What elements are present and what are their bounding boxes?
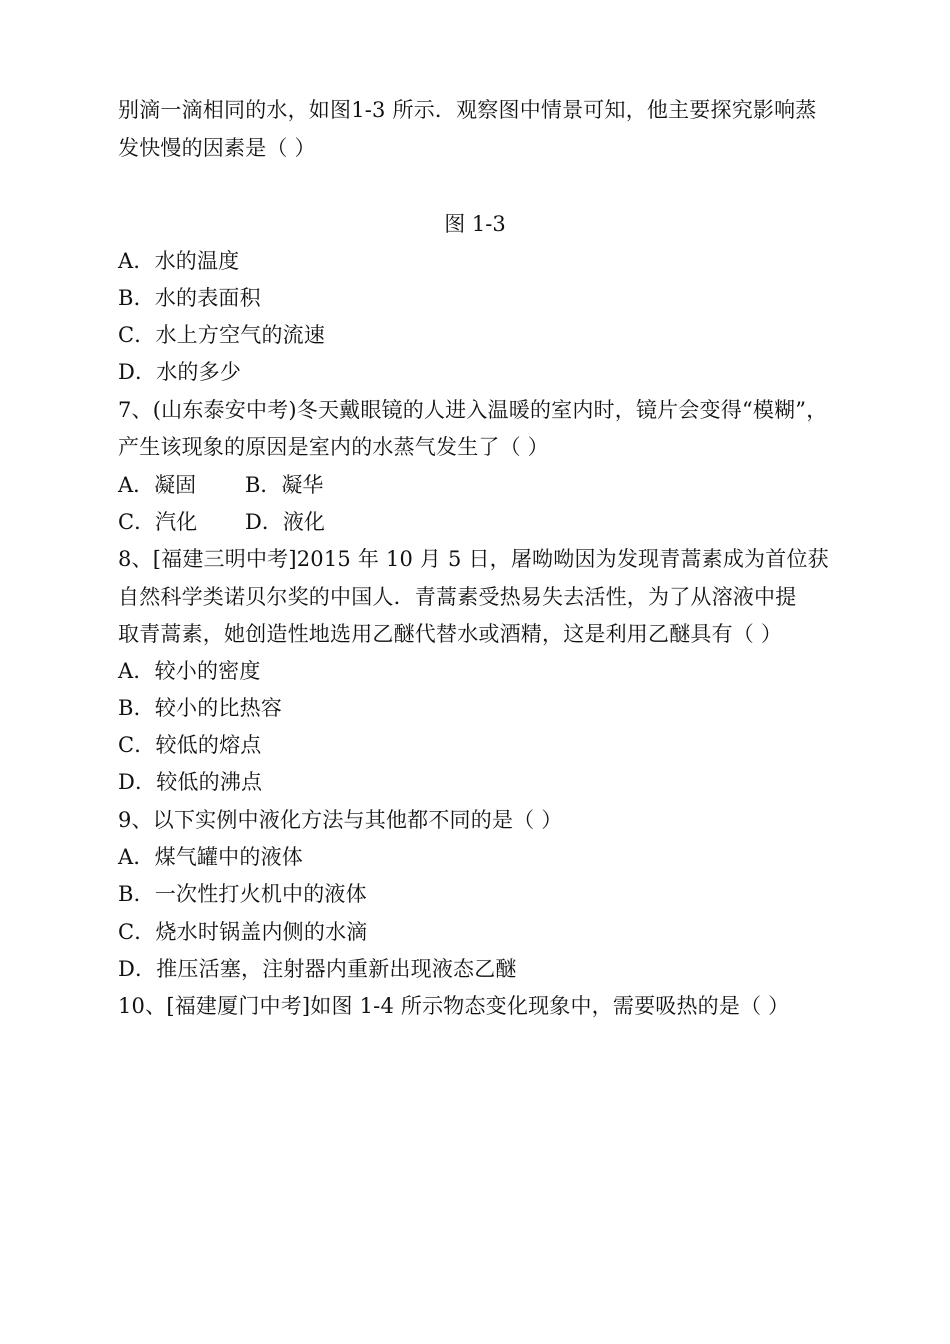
q8-stem-line-2: 自然科学类诺贝尔奖的中国人．青蒿素受热易失去活性，为了从溶液中提 (118, 585, 797, 609)
q9-option-d: D．推压活塞，注射器内重新出现液态乙醚 (118, 957, 517, 981)
q6-option-a: A．水的温度 (118, 249, 240, 273)
q6-option-c: C．水上方空气的流速 (118, 323, 326, 347)
q7-option-b: B．凝华 (245, 473, 324, 497)
q6-stem-line-1: 别滴一滴相同的水，如图1-3 所示．观察图中情景可知，他主要探究影响蒸 (118, 98, 817, 122)
q7-option-d: D．液化 (245, 510, 325, 534)
q8-option-b: B．较小的比热容 (118, 696, 283, 720)
q7-option-c: C．汽化 (118, 510, 198, 534)
q9-option-a: A．煤气罐中的液体 (118, 845, 303, 869)
q6-stem-line-2: 发快慢的因素是（ ） (118, 136, 316, 160)
q7-options-row-2 (118, 508, 325, 536)
q6-option-b: B．水的表面积 (118, 286, 261, 310)
q6-option-d: D．水的多少 (118, 360, 242, 384)
q9-option-b: B．一次性打火机中的液体 (118, 882, 367, 906)
figure-1-3-caption: 图 1-3 (444, 212, 506, 236)
q7-option-a: A．凝固 (118, 473, 197, 497)
q9-option-c: C．烧水时锅盖内侧的水滴 (118, 920, 368, 944)
q7-stem-line-1: 7、(山东泰安中考)冬天戴眼镜的人进入温暖的室内时，镜片会变得“模糊”， (118, 398, 828, 422)
q8-option-d: D．较低的沸点 (118, 770, 263, 794)
q7-options-row-1 (118, 471, 324, 499)
q8-option-c: C．较低的熔点 (118, 733, 262, 757)
q8-option-a: A．较小的密度 (118, 659, 261, 683)
q8-stem-line-1: 8、[福建三明中考]2015 年 10 月 5 日，屠呦呦因为发现青蒿素成为首位获 (118, 547, 829, 571)
q9-stem-line-1: 9、以下实例中液化方法与其他都不同的是（ ） (118, 808, 563, 832)
q8-stem-line-3: 取青蒿素，她创造性地选用乙醚代替水或酒精，这是利用乙醚具有（ ） (118, 622, 783, 646)
q7-stem-line-2: 产生该现象的原因是室内的水蒸气发生了（ ） (118, 435, 549, 459)
q10-stem-line-1: 10、[福建厦门中考]如图 1-4 所示物态变化现象中，需要吸热的是（ ） (118, 994, 790, 1018)
